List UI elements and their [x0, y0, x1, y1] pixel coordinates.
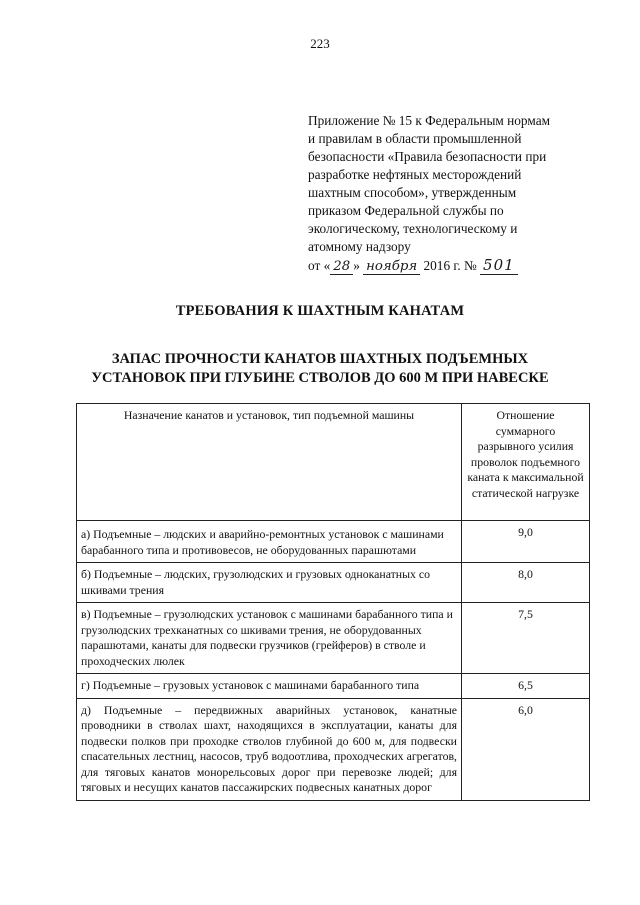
date-prefix: от «	[308, 258, 331, 273]
row-value: 6,5	[462, 674, 590, 699]
table-header-row	[77, 404, 590, 521]
appendix-block	[308, 112, 598, 276]
table-row	[77, 674, 590, 699]
row-value: 7,5	[462, 603, 590, 674]
date-year: 2016 г. №	[423, 258, 477, 273]
table-row	[77, 563, 590, 603]
table-title-line: УСТАНОВОК ПРИ ГЛУБИНЕ СТВОЛОВ ДО 600 М ПРИ НАВЕСКЕ	[91, 370, 549, 386]
appendix-line: Приложение № 15 к Федеральным нормам	[308, 113, 551, 128]
appendix-line: приказом Федеральной службы по	[308, 203, 504, 218]
table-row	[77, 603, 590, 674]
row-description: а) Подъемные – людских и аварийно-ремонтных установок с машинами барабанного типа и противовесов, не оборудованных парашютами	[77, 521, 462, 563]
header-ratio: Отношение суммарного разрывного усилия проволок подъемного каната к максимальной статической нагрузке	[462, 404, 590, 521]
handwritten-month: ноября	[363, 259, 420, 275]
page-number: 223	[310, 36, 330, 51]
appendix-line: шахтным способом», утвержденным	[308, 185, 517, 200]
document-title: ТРЕБОВАНИЯ К ШАХТНЫМ КАНАТАМ	[175, 303, 465, 319]
handwritten-order-number: 501	[480, 256, 518, 275]
row-value: 8,0	[462, 563, 590, 603]
handwritten-day: 28	[330, 259, 353, 275]
row-description: б) Подъемные – людских, грузолюдских и грузовых одноканатных со шкивами трения	[77, 563, 462, 603]
table-row	[77, 521, 590, 563]
appendix-line: атомному надзору	[308, 239, 411, 254]
row-description: г) Подъемные – грузовых установок с машинами барабанного типа	[77, 674, 462, 699]
row-value: 6,0	[462, 698, 590, 800]
appendix-line: экологическому, технологическому и	[308, 221, 518, 236]
rope-safety-table	[76, 403, 590, 801]
date-mid: »	[353, 258, 360, 273]
table-row	[77, 698, 590, 800]
appendix-line: и правилам в области промышленной	[308, 131, 522, 146]
appendix-line: разработке нефтяных месторождений	[308, 167, 522, 182]
order-date-line	[308, 256, 598, 276]
row-value: 9,0	[462, 521, 590, 563]
row-description: д) Подъемные – передвижных аварийных установок, канатные проводники в стволах шахт, находящихся в эксплуатации, канаты для подвески полков при проходке стволов глубиной до 600 м, для подвески спасательных лестниц, насосов, труб водоотлива, проходческих агрегатов, для тяговых канатов монорельсовых дорог при перевозке людей; для тяговых и несущих канатов пассажирских подвесных канатных дорог	[77, 698, 462, 800]
header-purpose: Назначение канатов и установок, тип подъемной машины	[77, 404, 462, 521]
table-title	[0, 350, 640, 388]
row-description: в) Подъемные – грузолюдских установок с машинами барабанного типа и грузолюдских трехканатных со шкивами трения, не оборудованных парашютами, канаты для подвески грузчиков (грейферов) в стволе и проходческих люлек	[77, 603, 462, 674]
appendix-line: безопасности «Правила безопасности при	[308, 149, 547, 164]
table-title-line: ЗАПАС ПРОЧНОСТИ КАНАТОВ ШАХТНЫХ ПОДЪЕМНЫХ	[111, 351, 529, 367]
